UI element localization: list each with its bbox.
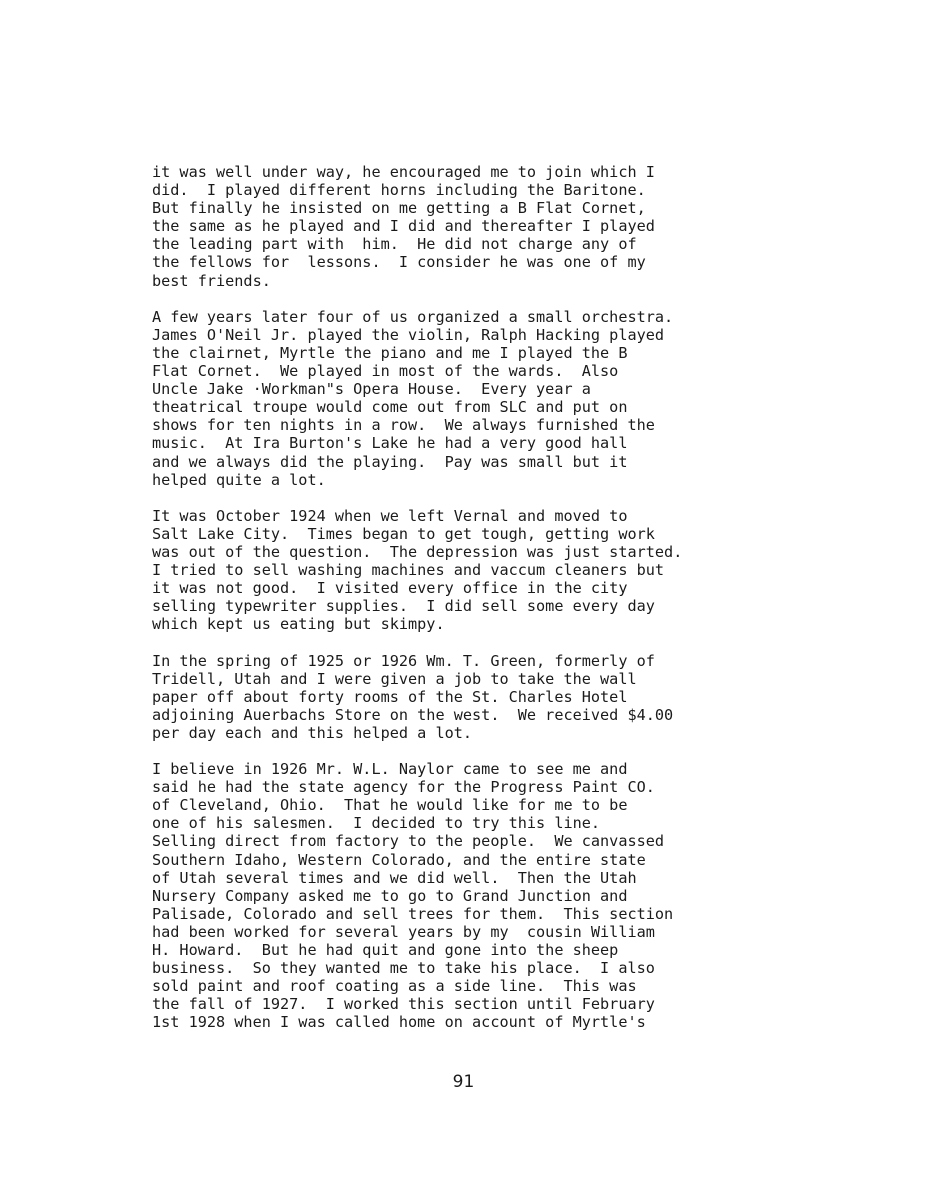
text-line: I tried to sell washing machines and vaccum cleaners but xyxy=(152,561,665,580)
paragraph xyxy=(152,308,792,489)
text-line: said he had the state agency for the Progress Paint CO. xyxy=(152,778,655,797)
text-line: Salt Lake City. Times began to get tough, getting work xyxy=(152,524,655,543)
text-line: Palisade, Colorado and sell trees for them. This section xyxy=(152,904,674,923)
text-line: Flat Cornet. We played in most of the wards. Also xyxy=(152,362,619,381)
page-number: 91 xyxy=(452,1072,475,1092)
text-line: But finally he insisted on me getting a B Flat Cornet, xyxy=(152,199,646,218)
text-line: Southern Idaho, Western Colorado, and the entire state xyxy=(152,850,646,869)
text-line: best friends. xyxy=(152,271,271,290)
text-line: James O'Neil Jr. played the violin, Ralph Hacking played xyxy=(152,325,665,344)
text-line: A few years later four of us organized a small orchestra. xyxy=(152,307,674,326)
text-line: and we always did the playing. Pay was small but it xyxy=(152,452,628,471)
text-line: paper off about forty rooms of the St. Charles Hotel xyxy=(152,687,628,706)
text-line: the fall of 1927. I worked this section until February xyxy=(152,995,655,1014)
text-line: adjoining Auerbachs Store on the west. We received $4.00 xyxy=(152,705,674,724)
text-line: business. So they wanted me to take his place. I also xyxy=(152,959,655,978)
text-line: which kept us eating but skimpy. xyxy=(152,615,445,634)
text-line: of Utah several times and we did well. Then the Utah xyxy=(152,868,637,887)
text-line: it was well under way, he encouraged me to join which I xyxy=(152,163,655,181)
text-line: In the spring of 1925 or 1926 Wm. T. Green, formerly of xyxy=(152,651,655,670)
text-line: per day each and this helped a lot. xyxy=(152,723,473,742)
paragraph xyxy=(152,652,792,742)
text-line: H. Howard. But he had quit and gone into the sheep xyxy=(152,941,619,960)
text-line: the same as he played and I did and thereafter I played xyxy=(152,217,655,236)
text-line: sold paint and roof coating as a side line. This was xyxy=(152,977,637,996)
text-line: shows for ten nights in a row. We always furnished the xyxy=(152,416,655,435)
text-line: had been worked for several years by my cousin William xyxy=(152,922,655,941)
text-line: the fellows for lessons. I consider he was one of my xyxy=(152,253,646,272)
text-line: the leading part with him. He did not charge any of xyxy=(152,235,637,254)
paragraph xyxy=(152,163,792,290)
text-line: Tridell, Utah and I were given a job to take the wall xyxy=(152,669,637,688)
text-line: Selling direct from factory to the people. We canvassed xyxy=(152,832,665,851)
text-line: 1st 1928 when I was called home on account of Myrtle's xyxy=(152,1013,646,1032)
text-line: Uncle Jake ·Workman"s Opera House. Every year a xyxy=(152,380,591,399)
text-line: music. At Ira Burton's Lake he had a very good hall xyxy=(152,434,628,453)
body-text xyxy=(152,163,792,1032)
text-line: I believe in 1926 Mr. W.L. Naylor came to see me and xyxy=(152,760,628,779)
text-line: was out of the question. The depression was just started. xyxy=(152,542,683,561)
text-line: one of his salesmen. I decided to try this line. xyxy=(152,814,601,833)
text-line: did. I played different horns including the Baritone. xyxy=(152,181,646,200)
text-line: it was not good. I visited every office in the city xyxy=(152,579,628,598)
text-line: It was October 1924 when we left Vernal and moved to xyxy=(152,506,628,525)
paragraph xyxy=(152,507,792,634)
paragraph xyxy=(152,760,792,1031)
text-line: helped quite a lot. xyxy=(152,470,326,489)
text-line: Nursery Company asked me to go to Grand Junction and xyxy=(152,886,628,905)
text-line: selling typewriter supplies. I did sell some every day xyxy=(152,597,655,616)
text-line: of Cleveland, Ohio. That he would like for me to be xyxy=(152,796,628,815)
text-line: theatrical troupe would come out from SLC and put on xyxy=(152,398,628,417)
text-line: the clairnet, Myrtle the piano and me I played the B xyxy=(152,343,628,362)
